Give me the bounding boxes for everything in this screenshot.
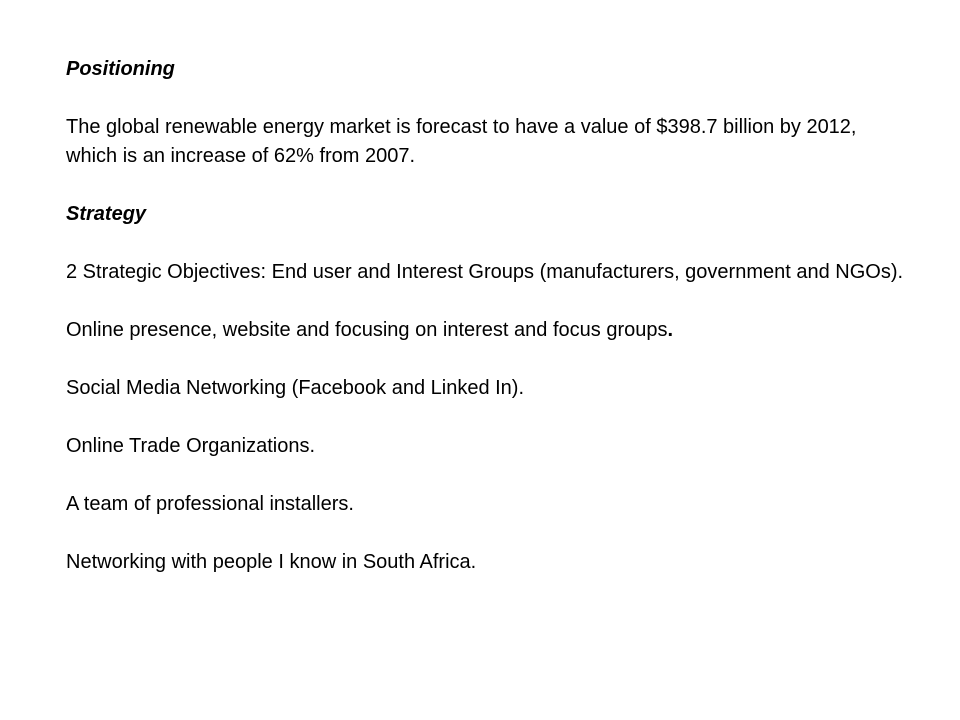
strategy-item-networking: Networking with people I know in South Africa. (66, 551, 477, 573)
positioning-paragraph: The global renewable energy market is forecast to have a value of $398.7 billion by 2012, which is an increase of 62% from 2007. (66, 116, 857, 167)
strategy-item-social-media: Social Media Networking (Facebook and Linked In). (66, 377, 525, 399)
strategy-item-online-presence (66, 316, 906, 345)
strategy-item-trade-organizations: Online Trade Organizations. (66, 435, 316, 457)
slide-content (66, 55, 906, 606)
strategy-item-installers: A team of professional installers. (66, 493, 354, 515)
strategy-item-online-presence-text: Online presence, website and focusing on interest and focus groups (66, 319, 668, 341)
strategy-item-objectives: 2 Strategic Objectives: End user and Interest Groups (manufacturers, government and NGOs). (66, 261, 904, 283)
strategy-item-online-presence-period: . (667, 319, 674, 341)
positioning-heading: Positioning (66, 58, 175, 80)
strategy-heading: Strategy (66, 203, 147, 225)
